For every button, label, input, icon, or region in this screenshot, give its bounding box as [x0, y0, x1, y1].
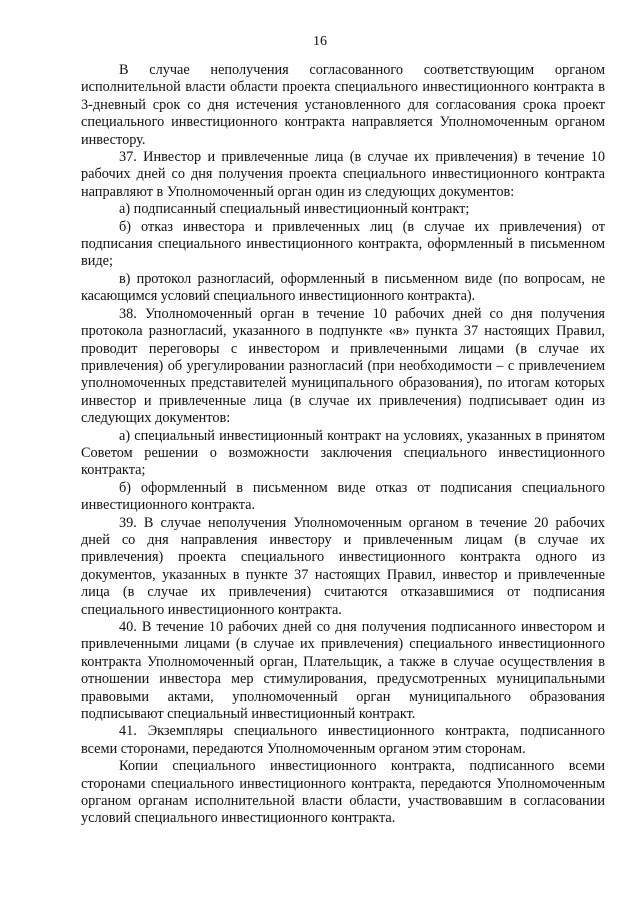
paragraph-38-a: а) специальный инвестиционный контракт на условиях, указанных в принятом Советом решении о возможности заключения специального инвестиционного контракта;: [81, 427, 605, 479]
page-number: 16: [313, 34, 327, 49]
paragraph-copies: Копии специального инвестиционного контракта, подписанного всеми сторонами специального инвестиционного контракта, передаются Уполномоченным органом органам исполнительной власти области, участвовавшим в согласовании условий специального инвестиционного контракта.: [81, 758, 605, 827]
paragraph-38: 38. Уполномоченный орган в течение 10 рабочих дней со дня получения протокола разногласий, указанного в подпункте «в» пункта 37 настоящих Правил, проводит переговоры с инвестором и привлеченными лицами (в случае их привлечения) об урегулировании разногласий (при необходимости – с привлечением уполномоченных представителей муниципального образования), по итогам которых инвестор и привлеченные лица (в случае их привлечения) подписывает один из следующих документов:: [81, 305, 605, 427]
paragraph-no-approval-received: В случае неполучения согласованного соответствующим органом исполнительной власти области проекта специального инвестиционного контракта в 3-дневный срок со дня истечения установленного для согласования срока проект специального инвестиционного контракта направляется Уполномоченным органом инвестору.: [81, 62, 605, 148]
paragraph-41: 41. Экземпляры специального инвестиционного контракта, подписанного всеми сторонами, передаются Уполномоченным органом этим сторонам.: [81, 723, 605, 757]
paragraph-37-b: б) отказ инвестора и привлеченных лиц (в случае их привлечения) от подписания специального инвестиционного контракта, оформленный в письменном виде;: [81, 218, 605, 270]
paragraph-37: 37. Инвестор и привлеченные лица (в случае их привлечения) в течение 10 рабочих дней со дня получения проекта специального инвестиционного контракта направляют в Уполномоченный орган один из следующих документов:: [81, 149, 605, 200]
paragraph-40: 40. В течение 10 рабочих дней со дня получения подписанного инвестором и привлеченными лицами (в случае их привлечения) специального инвестиционного контракта Уполномоченный орган, Плательщик, а также в случае осуществления в отношении инвестора мер стимулирования, предусмотренных муниципальными правовыми актами, уполномоченный орган муниципального образования подписывают специальный инвестиционный контракт.: [81, 619, 605, 723]
paragraph-39: 39. В случае неполучения Уполномоченным органом в течение 20 рабочих дней со дня направления инвестору и привлеченным лицам (в случае их привлечения) проекта специального инвестиционного контракта одного из документов, указанных в пункте 37 настоящих Правил, инвестор и привлеченные лица (в случае их привлечения) считаются отказавшимися от подписания специального инвестиционного контракта.: [81, 514, 605, 618]
paragraph-37-c: в) протокол разногласий, оформленный в письменном виде (по вопросам, не касающимся условий специального инвестиционного контракта).: [81, 270, 605, 305]
document-body: [81, 62, 605, 828]
paragraph-37-a: а) подписанный специальный инвестиционный контракт;: [119, 201, 470, 218]
paragraph-38-b: б) оформленный в письменном виде отказ от подписания специального инвестиционного контракта.: [81, 479, 605, 514]
